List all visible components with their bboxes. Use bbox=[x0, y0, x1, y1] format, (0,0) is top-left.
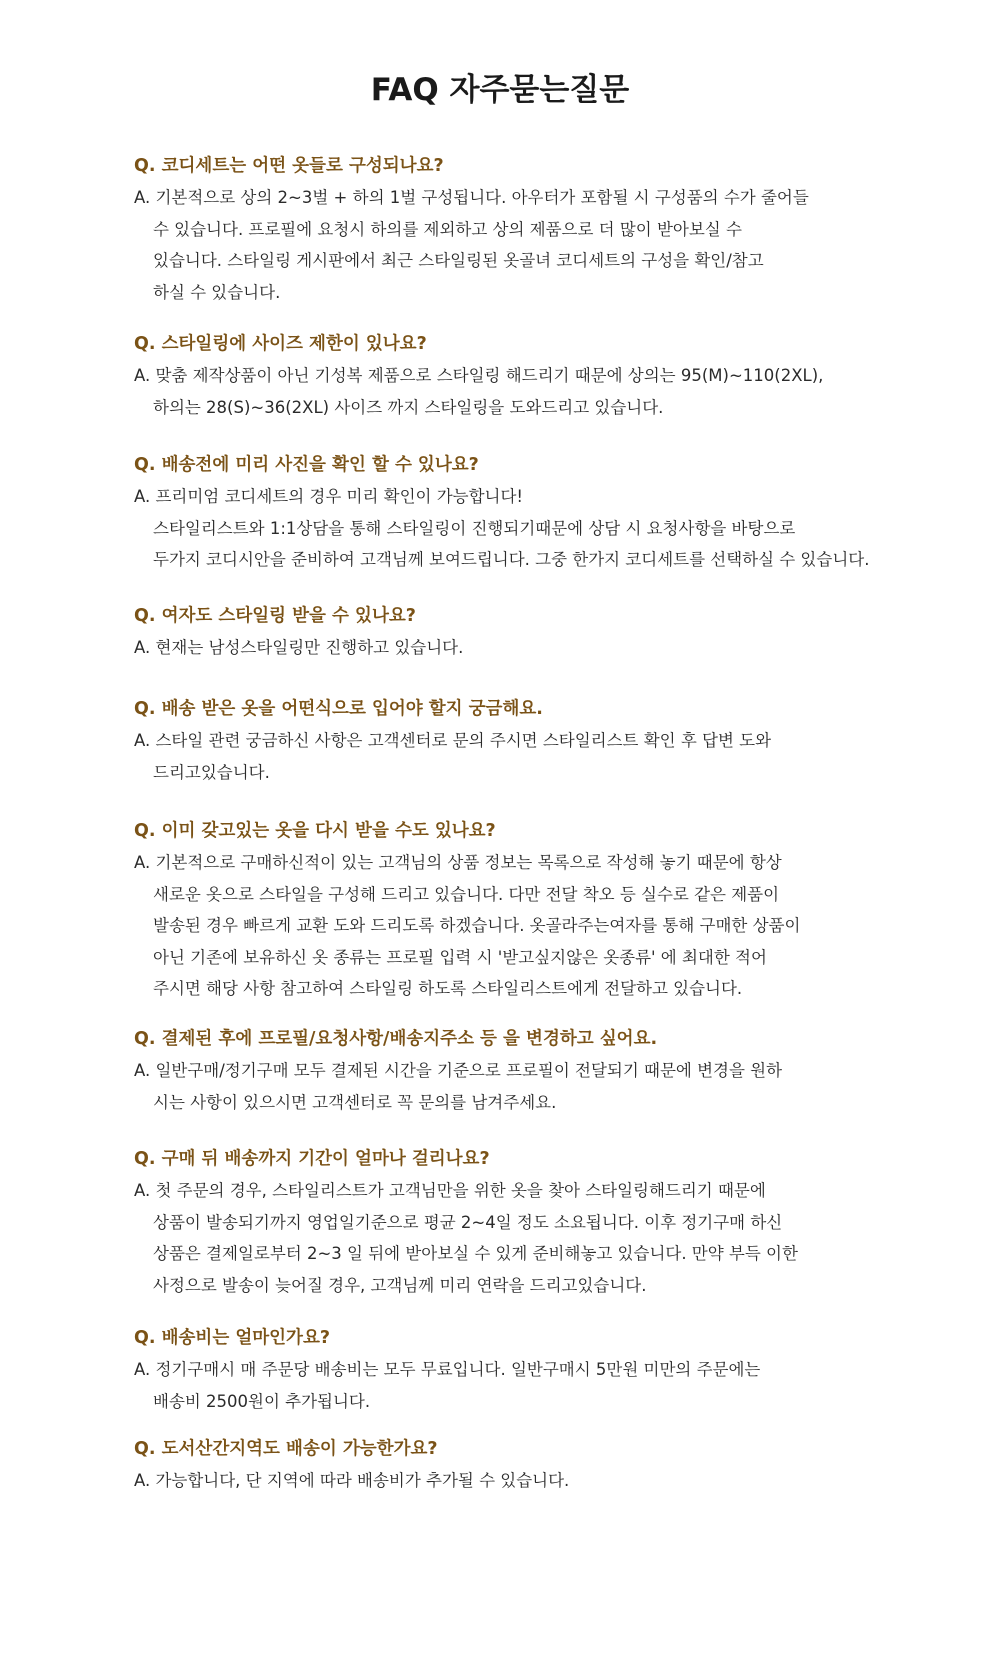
faq-question: Q. 코디세트는 어떤 옷들로 구성되나요? bbox=[134, 156, 444, 176]
faq-question: Q. 배송 받은 옷을 어떤식으로 입어야 할지 궁금해요. bbox=[134, 699, 543, 719]
faq-item bbox=[134, 1436, 894, 1497]
faq-answer bbox=[134, 1465, 894, 1497]
faq-answer bbox=[134, 1175, 894, 1301]
faq-item bbox=[134, 452, 894, 576]
faq-answer-line: 수 있습니다. 프로필에 요청시 하의를 제외하고 상의 제품으로 더 많이 받아보실 수 bbox=[153, 219, 742, 239]
faq-answer bbox=[134, 847, 894, 1005]
faq-answer-line: A. 기본적으로 상의 2~3벌 + 하의 1벌 구성됩니다. 아우터가 포함될 시 구성품의 수가 줄어들 bbox=[134, 188, 809, 207]
faq-answer-line: 있습니다. 스타일링 게시판에서 최근 스타일링된 옷골녀 코디세트의 구성을 확인/참고 bbox=[153, 251, 764, 270]
faq-answer-line: 하실 수 있습니다. bbox=[153, 282, 281, 302]
faq-answer bbox=[134, 481, 894, 576]
faq-answer bbox=[134, 1354, 894, 1417]
faq-answer-line: A. 기본적으로 구매하신적이 있는 고객님의 상품 정보는 목록으로 작성해 놓기 때문에 항상 bbox=[134, 853, 782, 872]
faq-question: Q. 결제된 후에 프로필/요청사항/배송지주소 등 을 변경하고 싶어요. bbox=[134, 1029, 658, 1049]
faq-question: Q. 배송전에 미리 사진을 확인 할 수 있나요? bbox=[134, 455, 479, 475]
faq-answer-line: 발송된 경우 빠르게 교환 도와 드리도록 하겠습니다. 옷골라주는여자를 통해 구매한 상품이 bbox=[153, 916, 801, 935]
faq-answer bbox=[134, 360, 894, 423]
faq-answer-line: 아닌 기존에 보유하신 옷 종류는 프로필 입력 시 '받고싶지않은 옷종류' 에 최대한 적어 bbox=[153, 947, 767, 967]
faq-answer-line: 배송비 2500원이 추가됩니다. bbox=[153, 1391, 371, 1411]
faq-answer bbox=[134, 1055, 894, 1118]
faq-answer-line: 상품이 발송되기까지 영업일기준으로 평균 2~4일 정도 소요됩니다. 이후 정기구매 하신 bbox=[153, 1212, 783, 1232]
faq-answer-line: 하의는 28(S)~36(2XL) 사이즈 까지 스타일링을 도와드리고 있습니다. bbox=[153, 397, 664, 417]
faq-question: Q. 구매 뒤 배송까지 기간이 얼마나 걸리나요? bbox=[134, 1149, 490, 1169]
faq-question: Q. 도서산간지역도 배송이 가능한가요? bbox=[134, 1439, 438, 1459]
faq-item bbox=[134, 331, 894, 423]
faq-answer-line: A. 첫 주문의 경우, 스타일리스트가 고객님만을 위한 옷을 찾아 스타일링해드리기 때문에 bbox=[134, 1181, 766, 1200]
page-title: FAQ 자주묻는질문 bbox=[370, 72, 630, 108]
faq-question: Q. 스타일링에 사이즈 제한이 있나요? bbox=[134, 334, 427, 354]
faq-answer-line: 드리고있습니다. bbox=[153, 762, 270, 782]
faq-item bbox=[134, 603, 894, 664]
faq-answer-line: 상품은 결제일로부터 2~3 일 뒤에 받아보실 수 있게 준비해놓고 있습니다. 만약 부득 이한 bbox=[153, 1244, 798, 1263]
faq-question: Q. 이미 갖고있는 옷을 다시 받을 수도 있나요? bbox=[134, 821, 496, 841]
faq-item bbox=[134, 818, 894, 1005]
faq-question: Q. 배송비는 얼마인가요? bbox=[134, 1328, 331, 1348]
faq-answer-line: A. 맞춤 제작상품이 아닌 기성복 제품으로 스타일링 해드리기 때문에 상의는 95(M)~110(2XL), bbox=[134, 366, 824, 385]
faq-item bbox=[134, 696, 894, 788]
faq-answer bbox=[134, 632, 894, 664]
faq-answer-line: A. 가능합니다, 단 지역에 따라 배송비가 추가될 수 있습니다. bbox=[134, 1471, 570, 1490]
faq-answer-line: A. 일반구매/정기구매 모두 결제된 시간을 기준으로 프로필이 전달되기 때문에 변경을 원하 bbox=[134, 1061, 783, 1080]
faq-answer-line: 두가지 코디시안을 준비하여 고객님께 보여드립니다. 그중 한가지 코디세트를 선택하실 수 있습니다. bbox=[153, 550, 870, 569]
faq-item bbox=[134, 1325, 894, 1417]
faq-item bbox=[134, 1026, 894, 1118]
faq-answer bbox=[134, 725, 894, 788]
faq-answer bbox=[134, 182, 894, 308]
faq-answer-line: A. 스타일 관련 궁금하신 사항은 고객센터로 문의 주시면 스타일리스트 확인 후 답변 도와 bbox=[134, 731, 772, 750]
faq-question: Q. 여자도 스타일링 받을 수 있나요? bbox=[134, 606, 416, 626]
faq-answer-line: A. 현재는 남성스타일링만 진행하고 있습니다. bbox=[134, 638, 464, 657]
faq-answer-line: A. 정기구매시 매 주문당 배송비는 모두 무료입니다. 일반구매시 5만원 미만의 주문에는 bbox=[134, 1360, 761, 1379]
faq-answer-line: 스타일리스트와 1:1상담을 통해 스타일링이 진행되기때문에 상담 시 요청사항을 바탕으로 bbox=[153, 518, 796, 538]
faq-answer-line: 시는 사항이 있으시면 고객센터로 꼭 문의를 남겨주세요. bbox=[153, 1092, 557, 1112]
faq-answer-line: 주시면 해당 사항 참고하여 스타일링 하도록 스타일리스트에게 전달하고 있습니다. bbox=[153, 979, 743, 998]
faq-item bbox=[134, 153, 894, 308]
faq-answer-line: 새로운 옷으로 스타일을 구성해 드리고 있습니다. 다만 전달 착오 등 실수로 같은 제품이 bbox=[153, 884, 780, 904]
faq-answer-line: 사정으로 발송이 늦어질 경우, 고객님께 미리 연락을 드리고있습니다. bbox=[153, 1275, 647, 1295]
faq-item bbox=[134, 1146, 894, 1301]
faq-answer-line: A. 프리미엄 코디세트의 경우 미리 확인이 가능합니다! bbox=[134, 487, 524, 506]
